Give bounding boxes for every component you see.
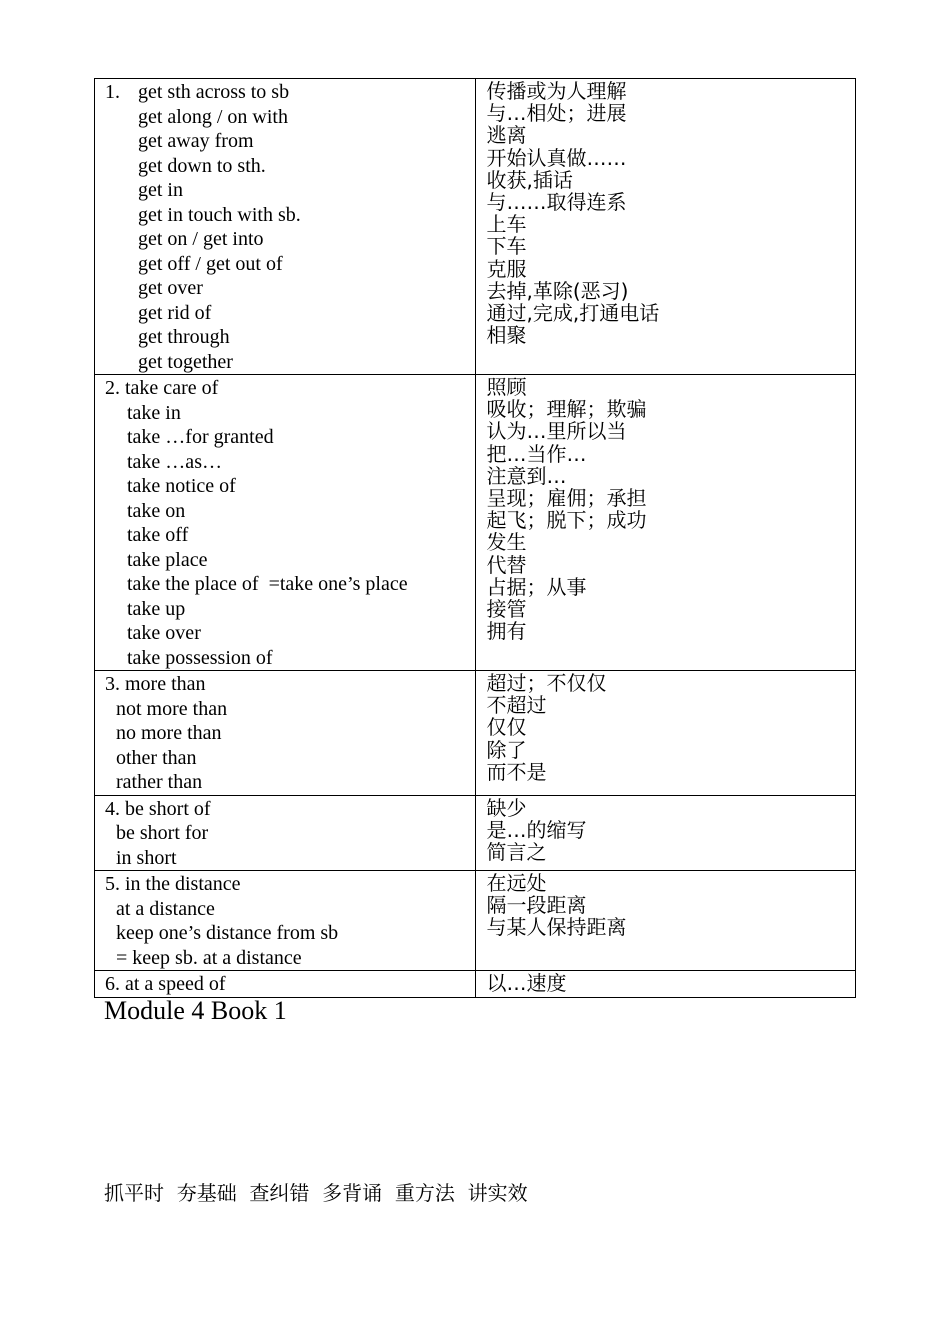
meaning: 在远处 — [486, 871, 547, 895]
phrase: take up — [127, 597, 186, 620]
phrase: get in — [138, 179, 183, 201]
meaning: 发生 — [486, 530, 527, 555]
phrase-cell — [95, 971, 476, 998]
phrase: get along / on with — [138, 105, 288, 128]
meaning-cell — [475, 871, 856, 971]
meaning: 不超过 — [486, 693, 547, 718]
phrase: take over — [127, 622, 201, 644]
meaning: 相聚 — [486, 323, 527, 348]
meaning: 逃离 — [486, 123, 527, 148]
meaning: 是…的缩写 — [486, 817, 587, 842]
table-row — [95, 79, 856, 375]
meaning: 把…当作… — [486, 441, 587, 466]
phrase: take possession of — [127, 646, 273, 669]
table-row — [95, 871, 856, 971]
phrase: take the place of =take one’s place — [127, 573, 408, 595]
phrase: rather than — [116, 771, 203, 793]
meaning-cell — [475, 79, 856, 375]
meaning: 与……取得连系 — [486, 190, 627, 215]
phrase: 4. be short of — [105, 797, 211, 820]
meaning: 而不是 — [486, 759, 547, 784]
phrase: = keep sb. at a distance — [116, 946, 302, 969]
meaning: 传播或为人理解 — [486, 79, 627, 103]
phrase: get through — [138, 326, 230, 348]
module-title: Module 4 Book 1 — [104, 996, 287, 1025]
meaning-cell — [475, 671, 856, 796]
phrase: 6. at a speed of — [105, 973, 226, 995]
phrase-cell — [95, 79, 476, 375]
meaning-cell — [475, 795, 856, 871]
phrase-cell — [95, 871, 476, 971]
phrase: take …as… — [127, 450, 222, 473]
phrase: be short for — [116, 822, 209, 844]
meaning: 以…速度 — [486, 971, 567, 995]
meaning: 缺少 — [486, 795, 527, 820]
meaning: 与某人保持距离 — [486, 915, 627, 940]
meaning: 除了 — [486, 737, 527, 762]
table-row — [95, 795, 856, 871]
meaning: 超过；不仅仅 — [486, 671, 607, 695]
table-row — [95, 971, 856, 998]
phrase: get on / get into — [138, 228, 264, 250]
phrase: take on — [127, 499, 186, 522]
phrase-cell — [95, 375, 476, 671]
phrase: get rid of — [138, 301, 212, 324]
meaning: 去掉,革除(恶习) — [486, 278, 629, 303]
meaning: 简言之 — [486, 839, 547, 864]
phrase: not more than — [116, 697, 228, 720]
vocab-table — [94, 78, 856, 998]
meaning: 起飞；脱下；成功 — [486, 508, 647, 533]
meaning: 下车 — [486, 234, 527, 259]
meaning: 呈现；雇佣；承担 — [486, 486, 647, 511]
phrase: 5. in the distance — [105, 873, 241, 895]
table-row — [95, 375, 856, 671]
phrase: take in — [127, 401, 181, 424]
meaning: 占据；从事 — [486, 574, 587, 599]
phrase: get down to sth. — [138, 154, 266, 177]
phrase: get in touch with sb. — [138, 203, 301, 226]
meaning: 收获,插话 — [486, 167, 573, 192]
phrase: no more than — [116, 722, 222, 744]
phrase: get away from — [138, 130, 254, 152]
meaning: 照顾 — [486, 375, 527, 399]
phrase-cell — [95, 671, 476, 796]
table-row — [95, 671, 856, 796]
phrase: get off / get out of — [138, 252, 283, 275]
phrase: at a distance — [116, 897, 215, 920]
phrase-cell — [95, 795, 476, 871]
meaning: 隔一段距离 — [486, 893, 587, 918]
meaning-cell — [475, 375, 856, 671]
meaning: 克服 — [486, 256, 527, 281]
phrase: take off — [127, 524, 189, 546]
meaning: 与…相处；进展 — [486, 101, 627, 126]
meaning: 吸收；理解；欺骗 — [486, 397, 647, 422]
phrase: get sth across to sb — [138, 81, 290, 103]
phrase: 3. more than — [105, 673, 206, 695]
phrase: keep one’s distance from sb — [116, 922, 339, 944]
phrase: 2. take care of — [105, 377, 219, 399]
motto-text: 抓平时 夯基础 查纠错 多背诵 重方法 讲实效 — [104, 1181, 528, 1205]
phrase: take place — [127, 548, 208, 571]
phrase: take notice of — [127, 475, 236, 497]
phrase: in short — [116, 846, 177, 869]
phrase: get together — [138, 350, 233, 373]
meaning-cell — [475, 971, 856, 998]
meaning: 拥有 — [486, 619, 527, 644]
meaning: 开始认真做…… — [486, 145, 627, 170]
meaning: 上车 — [486, 212, 527, 237]
meaning: 认为…里所以当 — [486, 419, 627, 444]
phrase: take …for granted — [127, 426, 274, 448]
item-number: 1. — [105, 81, 120, 103]
meaning: 注意到… — [486, 463, 567, 488]
meaning: 通过,完成,打通电话 — [486, 301, 660, 326]
meaning: 接管 — [486, 597, 527, 622]
phrase: get over — [138, 277, 203, 299]
phrase: other than — [116, 746, 197, 769]
meaning: 代替 — [486, 552, 527, 577]
meaning: 仅仅 — [486, 715, 527, 740]
